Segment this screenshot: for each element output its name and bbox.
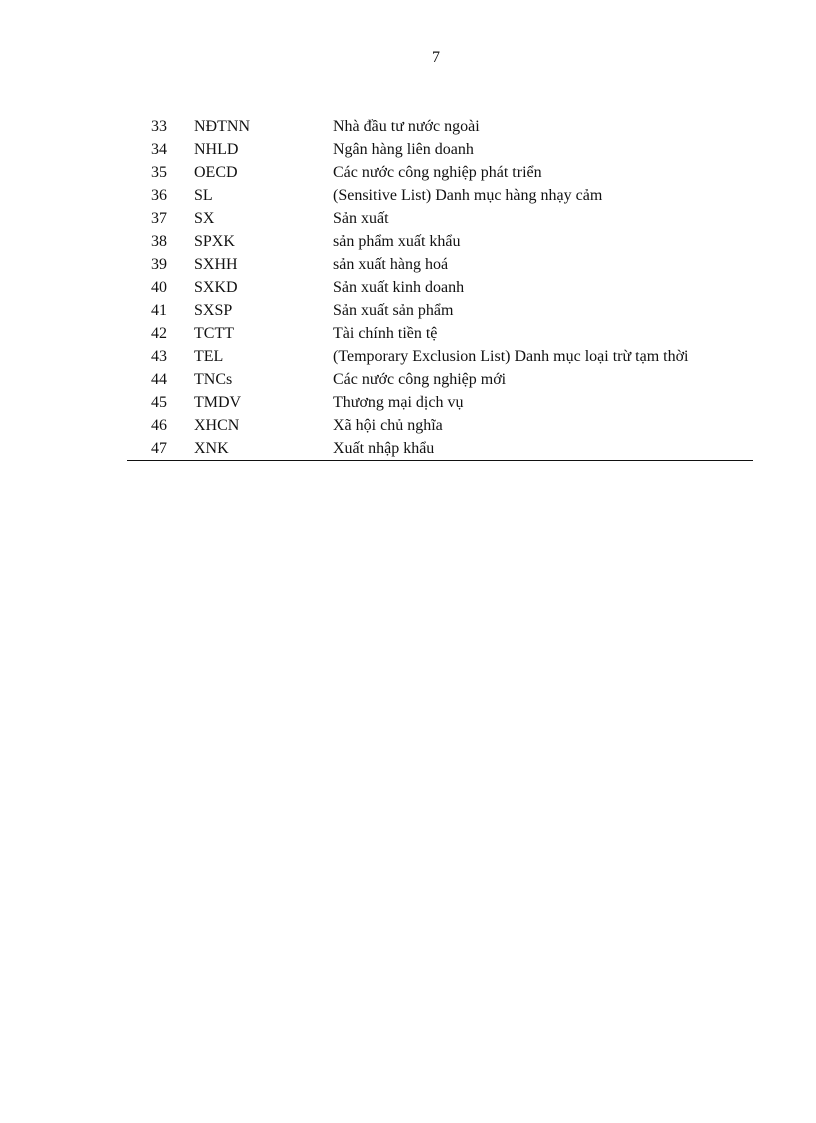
table-row: [127, 299, 753, 322]
abbreviation: TMDV: [194, 394, 242, 411]
abbreviation-meaning: Thương mại dịch vụ: [333, 394, 464, 411]
abbreviation-meaning: Ngân hàng liên doanh: [333, 141, 474, 158]
row-number: 46: [151, 417, 167, 434]
abbreviation-meaning: (Sensitive List) Danh mục hàng nhạy cảm: [333, 187, 603, 204]
abbreviation-meaning: (Temporary Exclusion List) Danh mục loại trừ tạm thời: [333, 348, 689, 365]
table-row: [127, 230, 753, 253]
table-row: [127, 115, 753, 138]
row-number: 45: [151, 394, 167, 411]
row-number: 42: [151, 325, 167, 342]
table-row: [127, 368, 753, 391]
abbreviation: SXHH: [194, 256, 238, 273]
abbreviation-meaning: Sản xuất: [333, 210, 389, 227]
row-number: 36: [151, 187, 167, 204]
row-number: 37: [151, 210, 167, 227]
row-number: 40: [151, 279, 167, 296]
abbreviation: SL: [194, 187, 213, 204]
table-row: [127, 322, 753, 345]
table-row: [127, 253, 753, 276]
row-number: 33: [151, 118, 167, 135]
table-row: [127, 138, 753, 161]
table-row: [127, 437, 753, 461]
table-row: [127, 207, 753, 230]
row-number: 35: [151, 164, 167, 181]
abbreviation-meaning: Sản xuất sản phẩm: [333, 302, 454, 319]
abbreviation-meaning: Xuất nhập khẩu: [333, 437, 753, 461]
row-number: 38: [151, 233, 167, 250]
table-row: [127, 345, 753, 368]
abbreviation: SPXK: [194, 233, 235, 250]
row-number: 34: [151, 141, 167, 158]
abbreviation: TEL: [194, 348, 224, 365]
table-row: [127, 184, 753, 207]
table-row: [127, 414, 753, 437]
abbreviation: TCTT: [194, 325, 234, 342]
abbreviation-meaning: Tài chính tiền tệ: [333, 325, 438, 342]
page-number: 7: [432, 49, 440, 66]
row-number: 43: [151, 348, 167, 365]
abbreviation: SXSP: [194, 302, 233, 319]
abbreviation: TNCs: [194, 371, 233, 388]
table-row: [127, 391, 753, 414]
row-number: 41: [151, 302, 167, 319]
abbreviation-meaning: Xã hội chủ nghĩa: [333, 417, 443, 434]
abbreviation-meaning: sản phẩm xuất khẩu: [333, 233, 461, 250]
abbreviation-meaning: Các nước công nghiệp mới: [333, 371, 507, 388]
abbreviation: SX: [194, 210, 215, 227]
abbreviation: NĐTNN: [194, 118, 250, 135]
row-number: 39: [151, 256, 167, 273]
abbreviation-meaning: Các nước công nghiệp phát triển: [333, 164, 542, 181]
abbreviation-meaning: Sản xuất kinh doanh: [333, 279, 465, 296]
row-number: 44: [151, 371, 167, 388]
abbreviation: SXKD: [194, 279, 238, 296]
abbreviation: OECD: [194, 164, 238, 181]
abbreviation: XNK: [194, 437, 333, 461]
abbreviation-table: [127, 115, 753, 461]
abbreviation-meaning: sản xuất hàng hoá: [333, 256, 449, 273]
abbreviation-meaning: Nhà đầu tư nước ngoài: [333, 118, 480, 135]
row-number: 47: [127, 437, 194, 461]
table-row: [127, 276, 753, 299]
abbreviation: XHCN: [194, 417, 240, 434]
abbreviation: NHLD: [194, 141, 239, 158]
table-row: [127, 161, 753, 184]
